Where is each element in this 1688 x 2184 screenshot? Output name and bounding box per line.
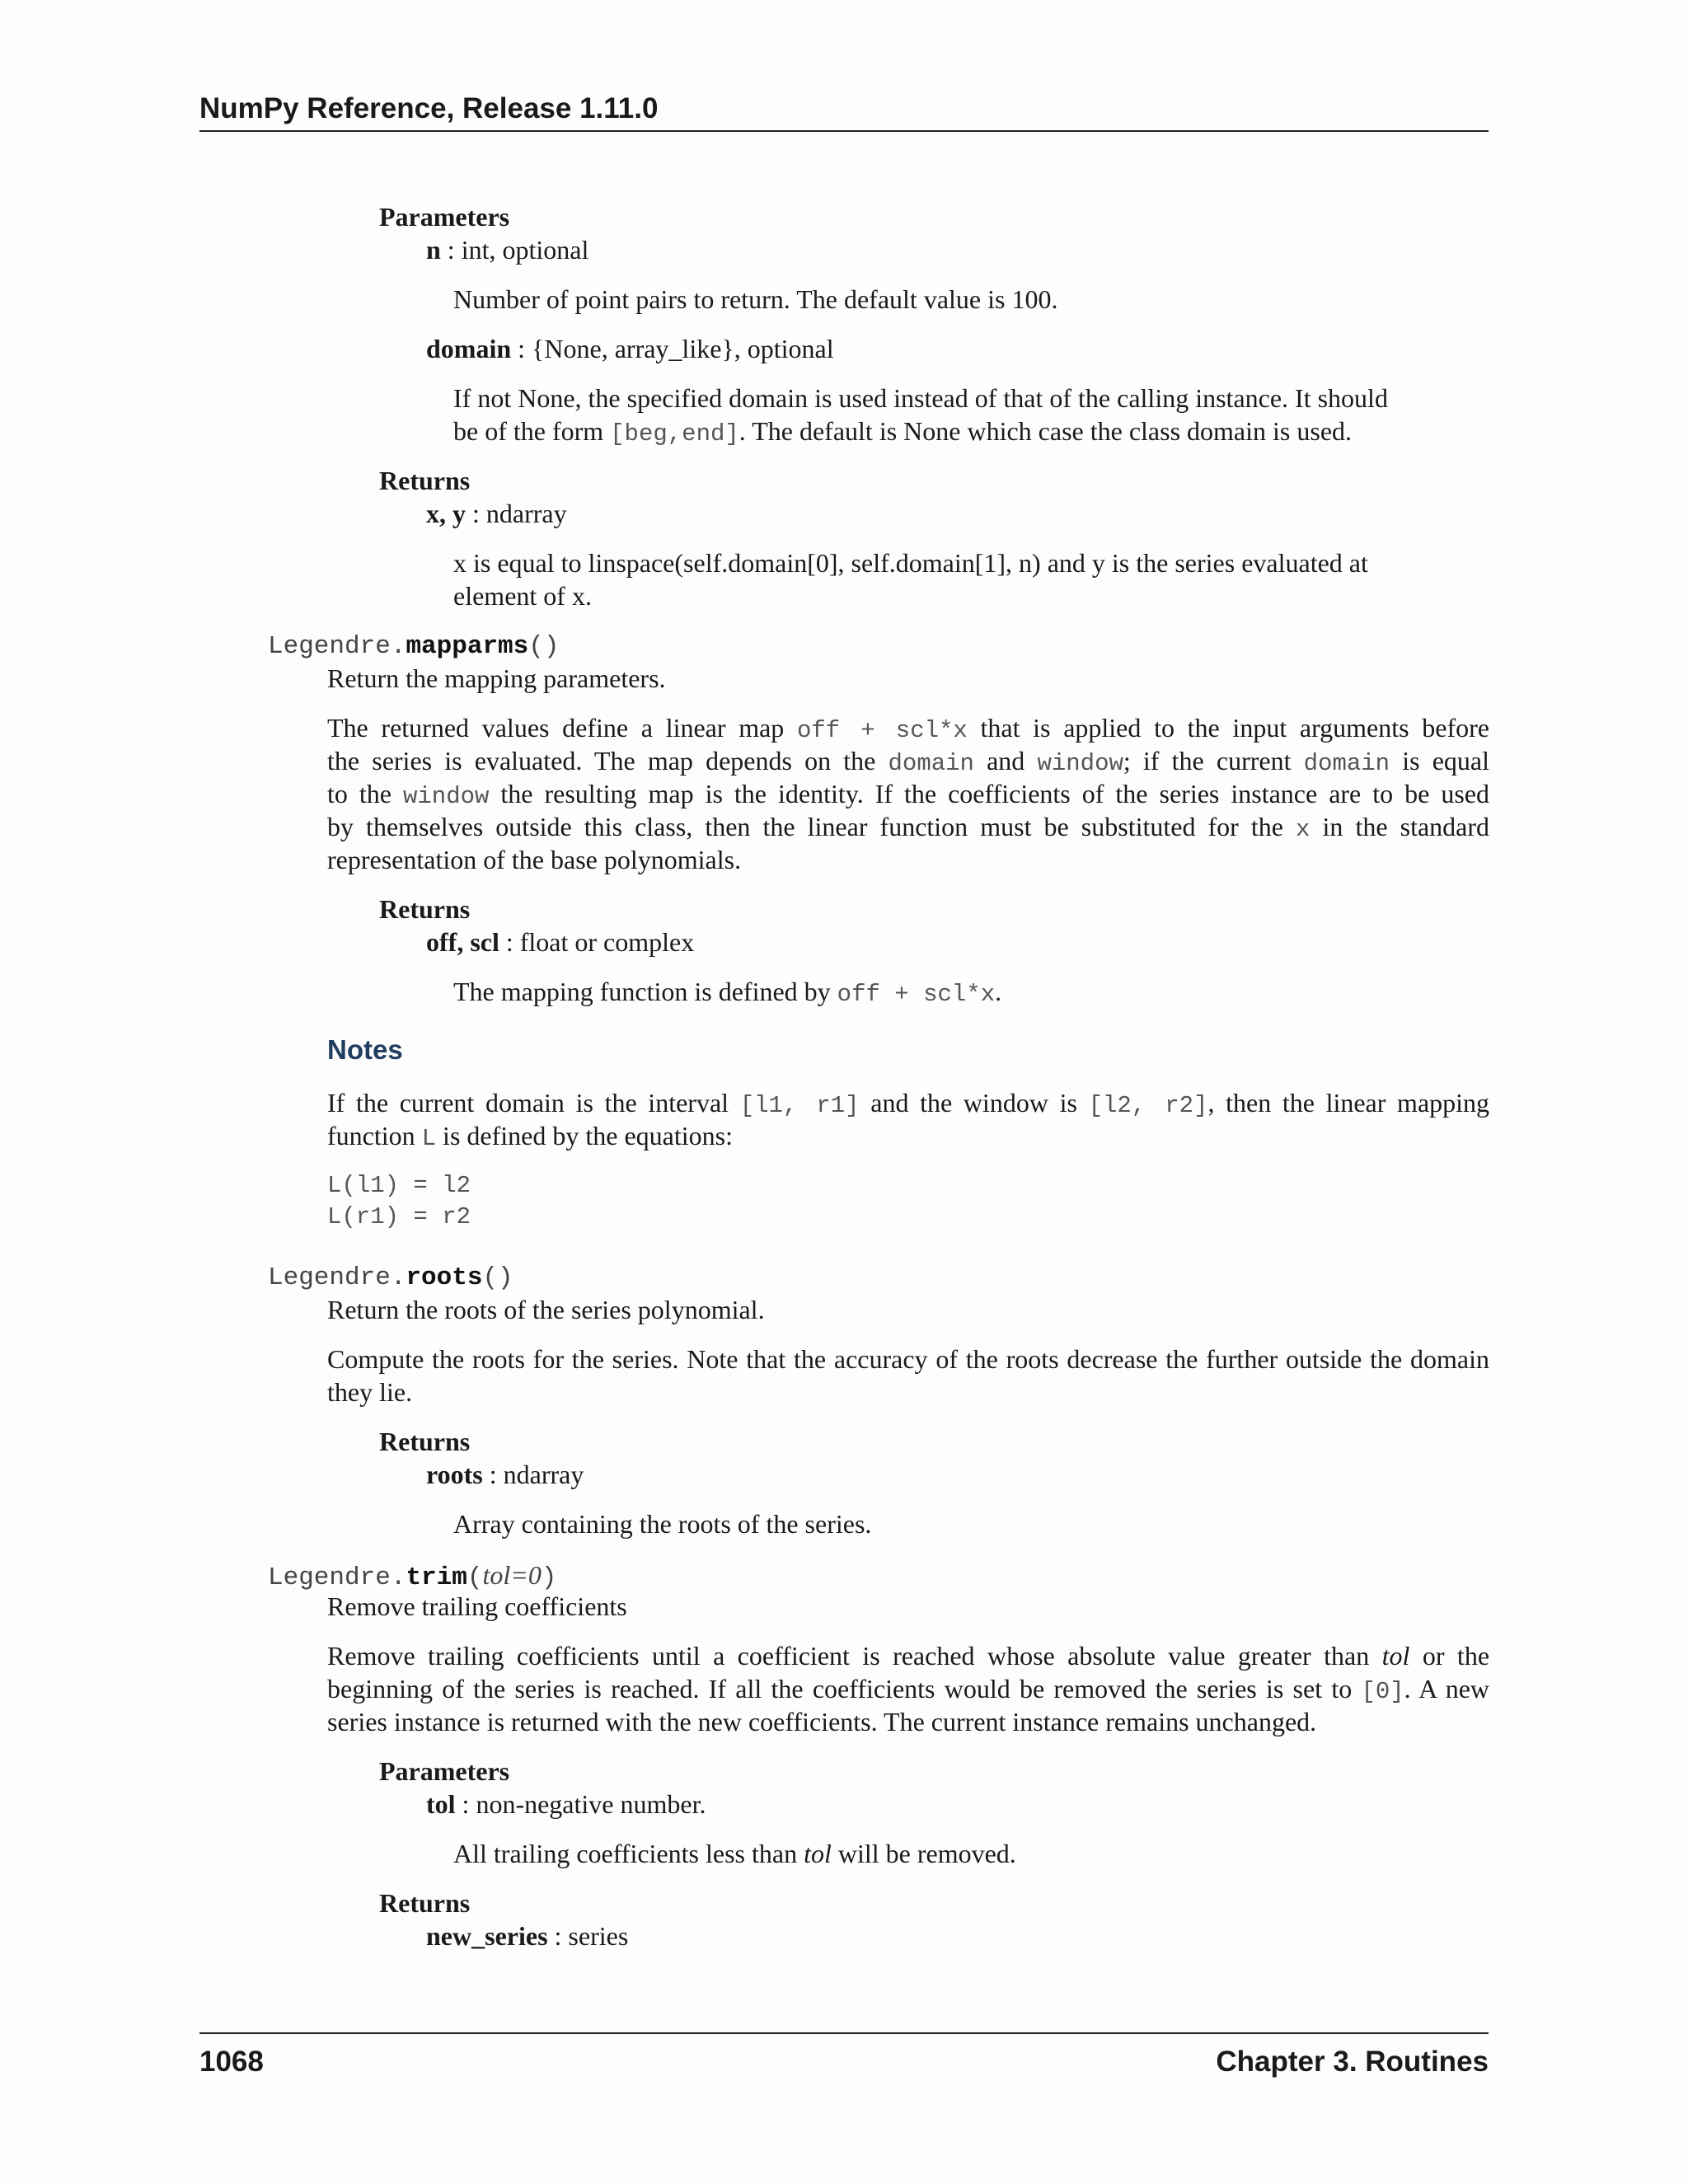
text-run: and	[987, 746, 1025, 776]
inline-code: off + scl*x	[837, 981, 996, 1008]
paragraph-line	[327, 744, 1489, 780]
method-summary: Return the roots of the series polynomial.	[327, 1295, 765, 1324]
return-desc	[453, 975, 1001, 1011]
header-title: NumPy Reference, Release 1.11.0	[199, 92, 659, 124]
sig-class: Legendre.	[268, 1563, 406, 1592]
sig-args: ()	[482, 1263, 513, 1292]
sig-name: mapparms	[406, 632, 529, 661]
inline-code: [l2, r2]	[1088, 1092, 1208, 1119]
text-run: , then the linear mapping	[1207, 1088, 1490, 1118]
method-signature-roots	[268, 1262, 513, 1295]
parameters-heading: Parameters	[379, 1756, 510, 1786]
returns-heading: Returns	[379, 1427, 471, 1456]
paragraph-line	[327, 1119, 733, 1155]
return-xy	[426, 497, 567, 530]
text-run: to the	[327, 779, 392, 808]
param-n	[426, 233, 588, 266]
param-desc: Number of point pairs to return. The default value is 100.	[453, 284, 1058, 314]
sig-name: roots	[406, 1263, 483, 1292]
emphasis: tol	[804, 1839, 832, 1868]
text-run: in the standard	[1322, 812, 1490, 841]
text-run: the resulting map is the identity. If the coefficients of the series instance are to be used	[500, 779, 1490, 808]
sig-param: tol=0	[482, 1560, 542, 1590]
paragraph-line	[327, 777, 1489, 813]
inline-code: domain	[888, 750, 974, 777]
sig-class: Legendre.	[268, 632, 406, 661]
paragraph-line: series instance is returned with the new coefficients. The current instance remains unchanged.	[327, 1707, 1317, 1736]
param-tol	[426, 1788, 706, 1821]
return-desc: x is equal to linspace(self.domain[0], self.domain[1], n) and y is the series evaluated at	[453, 548, 1368, 578]
text-run: be of the form	[453, 416, 611, 446]
parameters-heading: Parameters	[379, 202, 510, 232]
param-type: : non-negative number.	[455, 1789, 706, 1819]
text-run: . The default is None which case the class domain is used.	[738, 416, 1353, 446]
paragraph-line	[327, 1086, 1489, 1122]
text-run: that is applied to the input arguments before	[980, 713, 1490, 743]
return-name: new_series	[426, 1921, 548, 1951]
paragraph-line	[327, 810, 1489, 846]
inline-code: window	[1037, 750, 1123, 777]
return-roots	[426, 1458, 584, 1491]
param-type: : {None, array_like}, optional	[511, 334, 834, 363]
paragraph-line: Compute the roots for the series. Note that the accuracy of the roots decrease the further outside the domain	[327, 1344, 1489, 1374]
param-desc: If not None, the specified domain is used instead of that of the calling instance. It should	[453, 383, 1388, 413]
return-desc: element of x.	[453, 581, 592, 611]
code-line: L(r1) = r2	[327, 1203, 471, 1230]
return-type: : series	[547, 1921, 629, 1951]
returns-heading: Returns	[379, 894, 471, 924]
text-run: . A new	[1404, 1674, 1490, 1704]
return-name: off, scl	[426, 927, 499, 957]
return-type: : float or complex	[499, 927, 695, 957]
returns-heading: Returns	[379, 466, 471, 495]
text-run: will be removed.	[831, 1839, 1016, 1868]
inline-code: domain	[1303, 750, 1390, 777]
page-footer	[199, 2032, 1489, 2078]
return-offscl	[426, 926, 694, 958]
sig-class: Legendre.	[268, 1263, 406, 1292]
param-type: : int, optional	[440, 235, 589, 265]
method-signature-mapparms	[268, 630, 559, 663]
sig-args: ()	[528, 632, 560, 661]
sig-open: (	[467, 1563, 483, 1592]
return-type: : ndarray	[466, 499, 567, 528]
param-desc	[453, 1837, 1016, 1870]
paragraph-line: representation of the base polynomials.	[327, 845, 742, 874]
param-desc	[453, 415, 1352, 451]
return-type: : ndarray	[482, 1460, 584, 1489]
page-number: 1068	[199, 2046, 264, 2078]
sig-close: )	[541, 1563, 557, 1592]
paragraph-line	[327, 711, 1489, 748]
text-run: is defined by the equations:	[436, 1121, 733, 1151]
paragraph-line: they lie.	[327, 1377, 413, 1407]
text-run: Remove trailing coefficients until a coefficient is reached whose absolute value greater than	[327, 1641, 1370, 1671]
text-run: If the current domain is the interval	[327, 1088, 729, 1118]
return-new-series	[426, 1919, 628, 1952]
paragraph-line	[327, 1672, 1489, 1708]
return-desc: Array containing the roots of the series.	[453, 1509, 872, 1539]
inline-code: window	[402, 783, 490, 810]
inline-code: L	[421, 1125, 437, 1152]
returns-heading: Returns	[379, 1888, 471, 1918]
method-summary: Return the mapping parameters.	[327, 663, 666, 693]
sig-name: trim	[406, 1563, 467, 1592]
method-summary: Remove trailing coefficients	[327, 1591, 627, 1621]
param-name: domain	[426, 334, 512, 363]
emphasis: tol	[1381, 1641, 1410, 1671]
return-name: roots	[426, 1460, 483, 1489]
text-run: function	[327, 1121, 422, 1151]
chapter-label: Chapter 3. Routines	[1216, 2046, 1489, 2078]
text-run: is equal	[1402, 746, 1490, 776]
inline-code: [beg,end]	[610, 420, 739, 448]
text-run: or the	[1422, 1641, 1490, 1671]
inline-code: [l1, r1]	[739, 1092, 860, 1119]
paragraph-line	[327, 1639, 1489, 1672]
notes-heading: Notes	[327, 1034, 403, 1065]
code-line: L(l1) = l2	[327, 1172, 471, 1199]
inline-code: off + scl*x	[797, 717, 968, 744]
text-run: .	[995, 977, 1002, 1006]
param-name: tol	[426, 1789, 456, 1819]
text-run: ; if the current	[1123, 746, 1292, 776]
page-header	[199, 89, 1489, 132]
text-run: the series is evaluated. The map depends on the	[327, 746, 876, 776]
text-run: All trailing coefficients less than	[453, 1839, 804, 1868]
text-run: beginning of the series is reached. If all the coefficients would be removed the series is set to	[327, 1674, 1353, 1704]
param-domain	[426, 332, 834, 365]
text-run: The returned values define a linear map	[327, 713, 785, 743]
text-run: The mapping function is defined by	[453, 977, 837, 1006]
inline-code: x	[1296, 816, 1311, 843]
param-name: n	[426, 235, 441, 265]
inline-code: [0]	[1361, 1678, 1404, 1705]
text-run: by themselves outside this class, then the linear function must be substituted for the	[327, 812, 1283, 841]
text-run: and the window is	[870, 1088, 1077, 1118]
return-name: x, y	[426, 499, 466, 528]
